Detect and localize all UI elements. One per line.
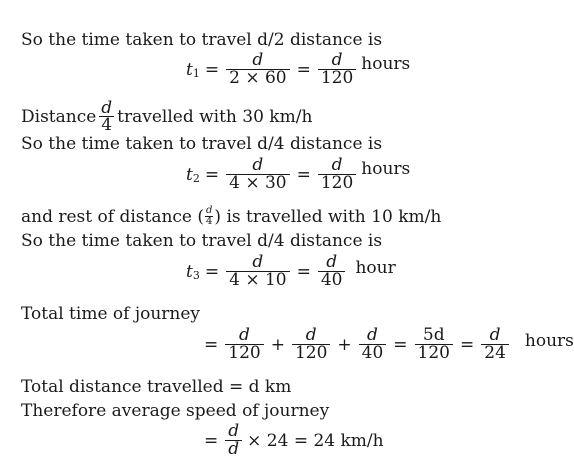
eq3-unit: hour <box>355 257 396 278</box>
text-line-5 <box>21 231 382 251</box>
eq3-equals-1: = <box>204 261 220 282</box>
eq1-equals-1: = <box>204 59 220 80</box>
eq4-fraction-4 <box>415 327 453 362</box>
eq4-f2-numerator: d <box>305 325 317 345</box>
text-line-2 <box>21 100 312 133</box>
eq1-unit: hours <box>361 53 411 74</box>
text-line-8 <box>21 401 329 421</box>
line-5-text: So the time taken to travel d/4 distance is <box>21 231 383 251</box>
eq1-fraction-2 <box>318 52 356 87</box>
line-1-text: So the time taken to travel d/2 distance is <box>21 30 383 50</box>
eq3-fraction-2 <box>318 254 346 289</box>
line-3-text: So the time taken to travel d/4 distance is <box>21 134 383 154</box>
eq4-f2-denominator: 120 <box>292 344 330 362</box>
eq1-lhs: t <box>186 59 193 80</box>
eq4-f3-denominator: 40 <box>359 344 387 362</box>
eq3-f2-denominator: 40 <box>318 271 346 289</box>
text-line-1 <box>21 30 382 50</box>
eq4-equals-0: = <box>204 334 219 355</box>
eq2-unit: hours <box>361 158 411 179</box>
line-2-frac-den: 4 <box>101 115 113 135</box>
eq2-f1-numerator: d <box>252 155 264 175</box>
eq4-f4-denominator: 120 <box>415 344 453 362</box>
line-4-pre: and rest of distance ( <box>21 206 205 227</box>
eq3-sub: 3 <box>192 269 200 282</box>
eq2-f1-denominator: 4 × 30 <box>226 174 290 192</box>
eq2-f2-numerator: d <box>331 155 343 175</box>
eq4-fraction-2 <box>292 327 330 362</box>
eq4-fraction-1 <box>225 327 263 362</box>
eq1-f1-numerator: d <box>252 50 264 70</box>
eq5-fraction <box>225 423 242 458</box>
eq5-f-numerator: d <box>228 421 240 441</box>
text-line-4 <box>21 206 441 227</box>
eq4-plus-1: + <box>270 334 285 355</box>
text-line-3 <box>21 134 382 154</box>
eq4-f4-numerator: 5d <box>422 325 445 345</box>
eq3-f1-denominator: 4 × 10 <box>226 271 290 289</box>
eq1-fraction-1 <box>226 52 290 87</box>
eq3-f2-numerator: d <box>326 252 338 272</box>
eq4-fraction-5 <box>481 327 509 362</box>
eq4-plus-2: + <box>337 334 352 355</box>
eq2-lhs: t <box>186 164 193 185</box>
eq1-f2-numerator: d <box>331 50 343 70</box>
line-4-post: ) is travelled with 10 km/h <box>214 206 442 227</box>
eq1-sub: 1 <box>192 67 200 80</box>
eq4-fraction-3 <box>359 327 387 362</box>
equation-t2 <box>186 157 410 192</box>
equation-total-time <box>204 327 574 362</box>
eq1-f1-denominator: 2 × 60 <box>226 69 290 87</box>
eq3-f1-numerator: d <box>252 252 264 272</box>
line-8-text: Therefore average speed of journey <box>21 401 330 421</box>
line-6-text: Total time of journey <box>21 304 201 324</box>
eq4-f3-numerator: d <box>367 325 378 345</box>
eq4-unit: hours <box>524 330 574 351</box>
eq4-equals-1: = <box>393 334 408 355</box>
eq2-fraction-2 <box>318 157 356 192</box>
eq2-equals-2: = <box>296 164 311 185</box>
eq5-f-denominator: d <box>225 440 242 458</box>
eq3-equals-2: = <box>296 261 311 282</box>
eq2-equals-1: = <box>204 164 220 185</box>
text-line-6 <box>21 304 200 324</box>
eq1-equals-2: = <box>296 59 311 80</box>
line-4-frac-num: d <box>206 205 213 216</box>
eq4-f5-denominator: 24 <box>481 344 509 362</box>
line-4-fraction <box>205 206 213 227</box>
line-7-text: Total distance travelled = d km <box>21 377 292 397</box>
line-2-post: travelled with 30 km/h <box>117 106 313 127</box>
eq4-f1-numerator: d <box>239 325 250 345</box>
line-2-fraction <box>99 100 114 133</box>
eq5-equals: = <box>204 430 219 451</box>
eq5-rest: × 24 = 24 km/h <box>247 430 384 451</box>
line-4-frac-den: 4 <box>206 216 213 227</box>
eq4-f5-numerator: d <box>489 325 501 345</box>
equation-average-speed <box>204 423 384 458</box>
line-2-frac-num: d <box>101 98 113 118</box>
eq1-f2-denominator: 120 <box>318 69 356 87</box>
equation-t3 <box>186 254 396 289</box>
text-line-7 <box>21 377 291 397</box>
equation-t1 <box>186 52 410 87</box>
eq4-f1-denominator: 120 <box>225 344 263 362</box>
line-2-pre: Distance <box>21 106 97 127</box>
eq4-equals-2: = <box>460 334 475 355</box>
eq2-sub: 2 <box>192 172 200 185</box>
eq3-lhs: t <box>186 261 193 282</box>
eq2-f2-denominator: 120 <box>318 174 356 192</box>
eq2-fraction-1 <box>226 157 290 192</box>
eq3-fraction-1 <box>226 254 290 289</box>
